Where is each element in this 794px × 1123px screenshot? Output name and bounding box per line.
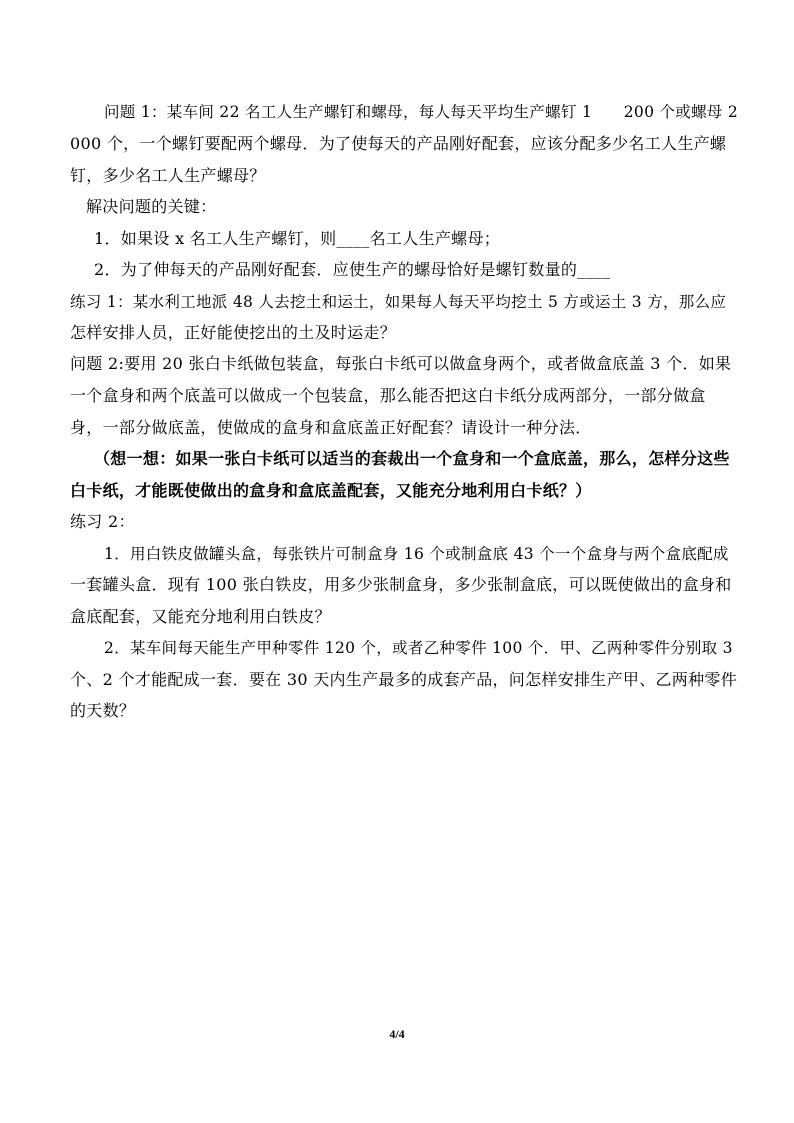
exercise2-q1-line2: 一套罐头盒．现有 100 张白铁皮，用多少张制盒身，多少张制盒底，可以既使做出的盒身和: [70, 575, 732, 594]
think-line1: （想一想：如果一张白卡纸可以适当的套裁出一个盒身和一个盒底盖，那么，怎样分这些: [94, 449, 730, 468]
exercise1-line2: 怎样安排人员，正好能使挖出的土及时运走？: [70, 323, 397, 342]
page-number: 4/4: [389, 1027, 405, 1041]
exercise2-q1-line1: 1．用白铁皮做罐头盒，每张铁片可制盒身 16 个或制盒底 43 个一个盒身与两个盒底配成: [104, 545, 729, 563]
key-item2: 2．为了伸每天的产品刚好配套．应使生产的螺母恰好是螺钉数量的____: [94, 260, 611, 279]
think-line2: 白卡纸，才能既使做出的盒身和盒底盖配套，又能充分地利用白卡纸？）: [70, 481, 592, 500]
exercise2-q2-line2: 个、2 个才能配成一套．要在 30 天内生产最多的成套产品，问怎样安排生产甲、乙两种零件: [70, 670, 737, 689]
exercise2-title: 练习 2：: [70, 512, 135, 531]
problem2-line1: 问题 2:要用 20 张白卡纸做包装盒，每张白卡纸可以做盒身两个，或者做盒底盖 3 个．如果: [70, 354, 732, 373]
problem2-line2: 一个盒身和两个底盖可以做成一个包装盒，那么能否把这白卡纸分成两部分，一部分做盒: [70, 386, 706, 405]
problem1-line3: 钉，多少名工人生产螺母？: [70, 166, 266, 185]
exercise2-q2-line3: 的天数？: [70, 701, 136, 720]
key-item1: 1．如果设 x 名工人生产螺钉，则____名工人生产螺母；: [94, 229, 501, 248]
problem1-line1: 问题 1：某车间 22 名工人生产螺钉和螺母，每人每天平均生产螺钉 1 200 个或螺母 2: [104, 103, 739, 121]
exercise2-q1-line3: 盒底配套，又能充分地利用白铁皮？: [70, 607, 331, 626]
exercise2-q2-line1: 2．某车间每天能生产甲种零件 120 个，或者乙种零件 100 个．甲、乙两种零件分别取 3: [104, 639, 733, 657]
exercise1-line1: 练习 1：某水利工地派 48 人去挖土和运土，如果每人每天平均挖土 5 方或运土 3 方，那么应: [70, 293, 727, 311]
problem2-line3: 身，一部分做底盖，使做成的盒身和盒底盖正好配套？请设计一种分法．: [70, 418, 592, 437]
problem1-line2: 000 个，一个螺钉要配两个螺母．为了使每天的产品刚好配套，应该分配多少名工人生产螺: [70, 134, 727, 153]
key-title: 解决问题的关键：: [86, 197, 217, 216]
